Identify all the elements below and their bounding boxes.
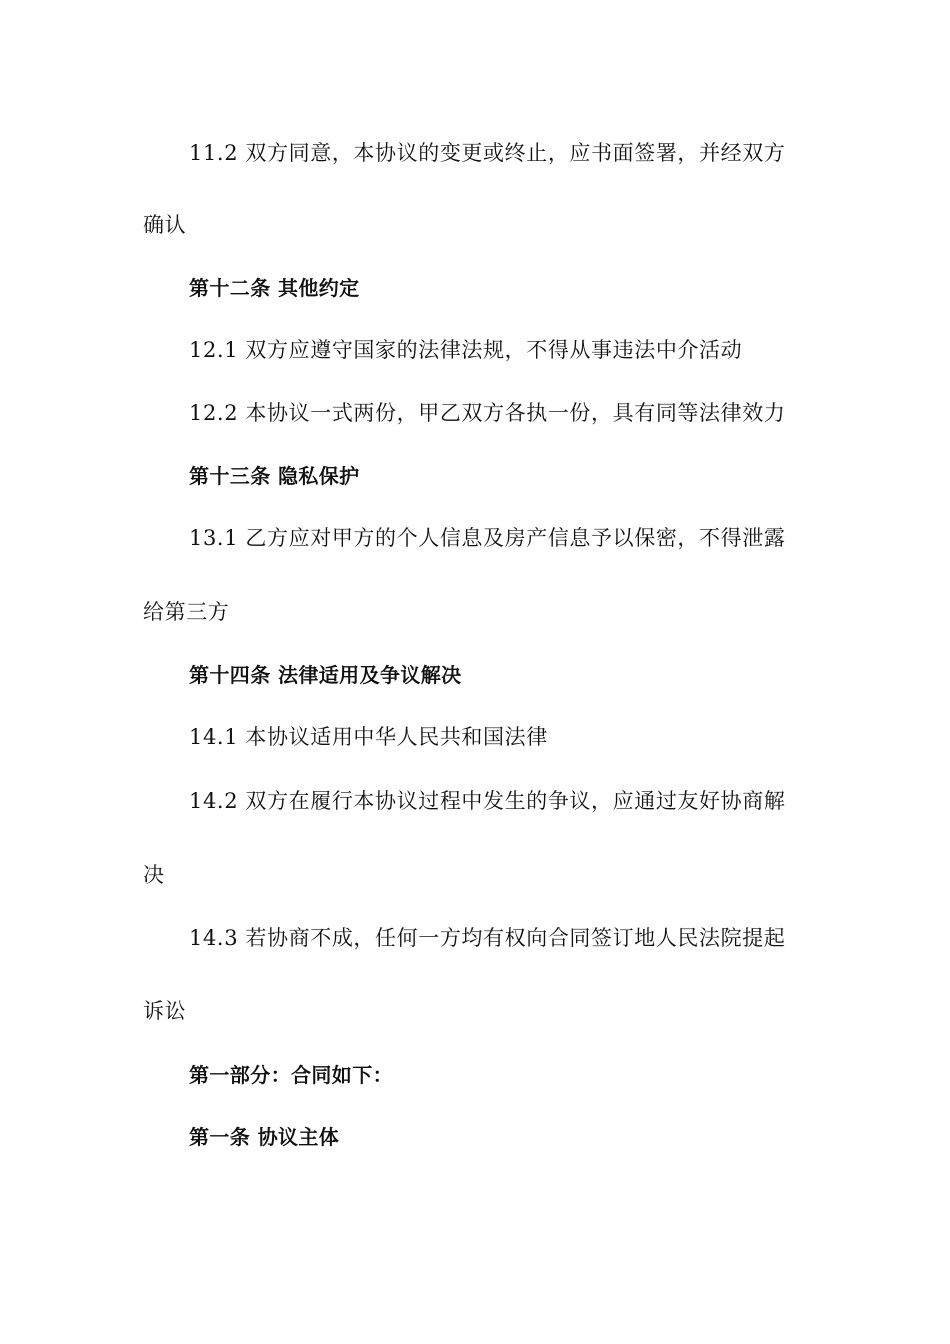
clause-13-1-line-2: 给第三方 bbox=[143, 600, 230, 624]
clause-14-3-line-2: 诉讼 bbox=[143, 999, 187, 1023]
clause-14-2-line-2: 决 bbox=[143, 863, 165, 887]
article-13-heading: 第十三条 隐私保护 bbox=[189, 464, 360, 488]
clause-12-2: 12.2 本协议一式两份，甲乙双方各执一份，具有同等法律效力 bbox=[189, 401, 786, 425]
part-1-heading: 第一部分：合同如下： bbox=[189, 1063, 393, 1087]
clause-11-2-line-2: 确认 bbox=[143, 213, 187, 237]
clause-12-1: 12.1 双方应遵守国家的法律法规，不得从事违法中介活动 bbox=[189, 338, 743, 362]
clause-14-3-line-1: 14.3 若协商不成，任何一方均有权向合同签订地人民法院提起 bbox=[189, 926, 786, 950]
article-12-heading: 第十二条 其他约定 bbox=[189, 276, 360, 300]
article-14-heading: 第十四条 法律适用及争议解决 bbox=[189, 663, 462, 687]
article-1-heading: 第一条 协议主体 bbox=[189, 1125, 340, 1149]
clause-14-1: 14.1 本协议适用中华人民共和国法律 bbox=[189, 725, 548, 749]
clause-13-1-line-1: 13.1 乙方应对甲方的个人信息及房产信息予以保密，不得泄露 bbox=[189, 526, 786, 550]
clause-11-2-line-1: 11.2 双方同意，本协议的变更或终止，应书面签署，并经双方 bbox=[189, 141, 786, 165]
clause-14-2-line-1: 14.2 双方在履行本协议过程中发生的争议，应通过友好协商解 bbox=[189, 789, 786, 813]
